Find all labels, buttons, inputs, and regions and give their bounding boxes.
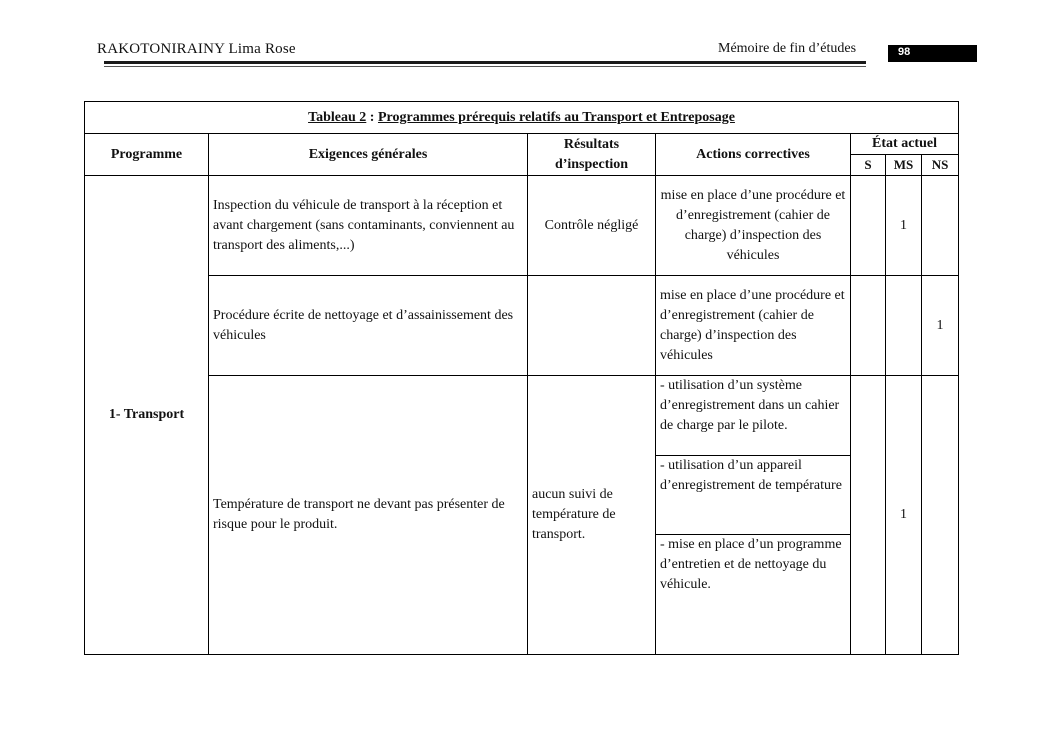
col-header-etat-actuel: État actuel: [851, 134, 959, 155]
state-ms-cell: 1: [886, 176, 922, 276]
resultat-cell: Contrôle négligé: [528, 176, 656, 276]
state-ms-cell: 1: [886, 376, 922, 655]
state-ns-cell: [922, 176, 959, 276]
action-cell: - mise en place d’un programme d’entretien et de nettoyage du véhicule.: [656, 535, 851, 655]
header-author: RAKOTONIRAINY Lima Rose: [97, 41, 296, 57]
header-rule-thin: [104, 66, 866, 67]
exigence-cell: Procédure écrite de nettoyage et d’assainissement des véhicules: [209, 276, 528, 376]
table-caption-row: [85, 102, 959, 134]
state-s-cell: [851, 376, 886, 655]
table-caption: [85, 102, 959, 134]
caption-separator: :: [366, 109, 378, 125]
exigence-cell: Température de transport ne devant pas présenter de risque pour le produit.: [209, 376, 528, 655]
header-rule-thick: [104, 61, 866, 64]
caption-number: Tableau 2: [308, 109, 367, 125]
col-header-exigences: Exigences générales: [209, 134, 528, 176]
programme-cell: 1- Transport: [85, 176, 209, 655]
state-ms-cell: [886, 276, 922, 376]
action-cell: mise en place d’une procédure et d’enregistrement (cahier de charge) d’inspection des véhicules: [656, 276, 851, 376]
action-cell: - utilisation d’un appareil d’enregistrement de température: [656, 456, 851, 535]
col-header-resultats: Résultats d’inspection: [528, 134, 656, 176]
caption-title: Programmes prérequis relatifs au Transport et Entreposage: [377, 109, 735, 125]
table-row: [85, 176, 959, 276]
state-s-cell: [851, 276, 886, 376]
col-header-programme: Programme: [85, 134, 209, 176]
header-row-1: [85, 134, 959, 155]
table-row: [85, 276, 959, 376]
page-number-box: [888, 45, 977, 62]
state-ns-cell: [922, 376, 959, 655]
col-header-ms: MS: [886, 155, 922, 176]
state-s-cell: [851, 176, 886, 276]
resultat-cell: [528, 276, 656, 376]
exigence-cell: Inspection du véhicule de transport à la réception et avant chargement (sans contaminants, conviennent au transport des aliments,...): [209, 176, 528, 276]
col-header-actions: Actions correctives: [656, 134, 851, 176]
action-cell: mise en place d’une procédure et d’enregistrement (cahier de charge) d’inspection des véhicules: [656, 176, 851, 276]
col-header-ns: NS: [922, 155, 959, 176]
prerequisite-programs-table: [84, 101, 959, 655]
page-number: 98: [898, 46, 911, 58]
header-document-title: Mémoire de fin d’études: [718, 41, 857, 56]
table-row: [85, 376, 959, 456]
col-header-s: S: [851, 155, 886, 176]
action-cell: - utilisation d’un système d’enregistrement dans un cahier de charge par le pilote.: [656, 376, 851, 456]
state-ns-cell: 1: [922, 276, 959, 376]
resultat-cell: aucun suivi de température de transport.: [528, 376, 656, 655]
